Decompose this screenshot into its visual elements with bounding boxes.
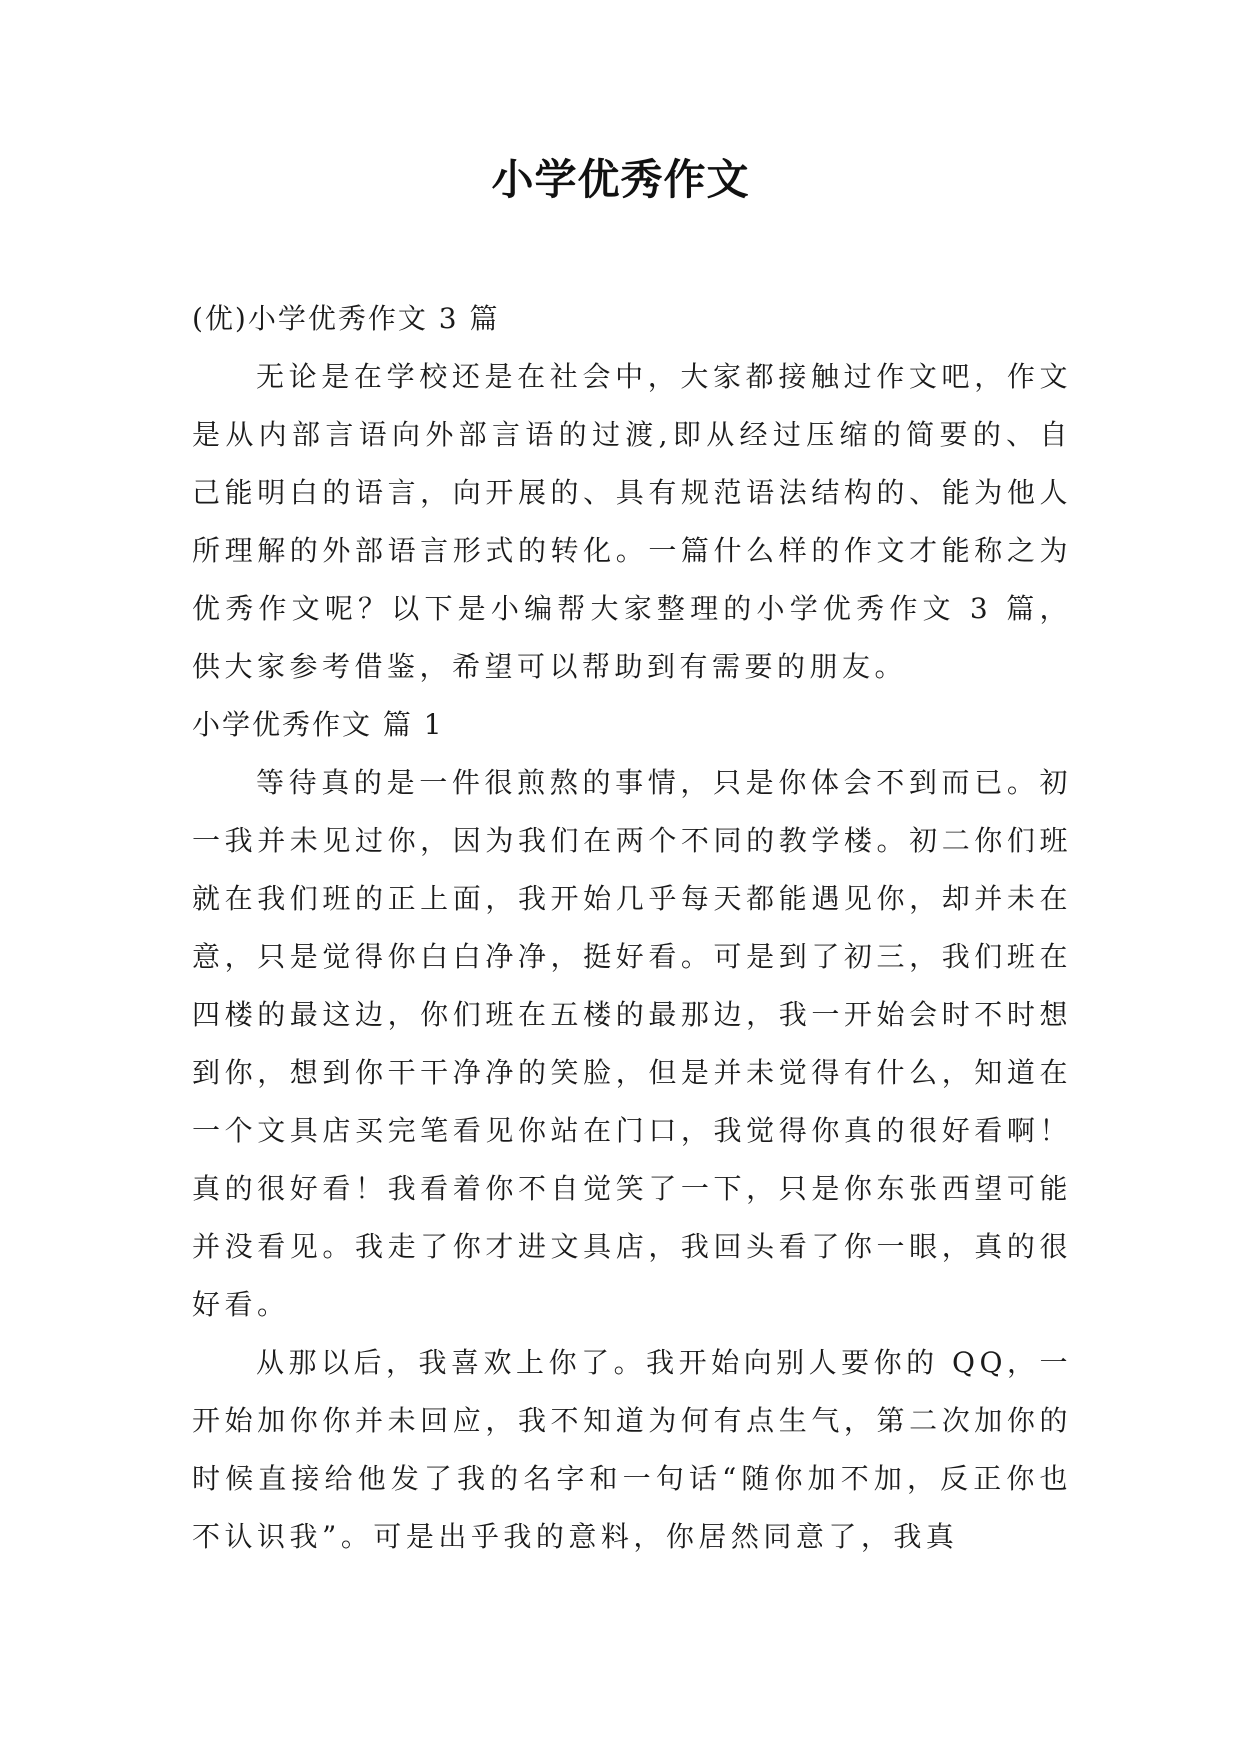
section-heading: 小学优秀作文 篇 1 bbox=[192, 708, 444, 741]
document-body bbox=[192, 290, 1072, 1566]
body-paragraph-2: 从那以后，我喜欢上你了。我开始向别人要你的 QQ，一开始加你你并未回应，我不知道为何有点生气，第二次加你的时候直接给他发了我的名字和一句话“随你加不加，反正你也不认识我”。可是出乎我的意料，你居然同意了，我真 bbox=[192, 1346, 1072, 1553]
document-subtitle: (优)小学优秀作文 3 篇 bbox=[192, 302, 500, 335]
body-paragraph-1: 等待真的是一件很煎熬的事情，只是你体会不到而已。初一我并未见过你，因为我们在两个不同的教学楼。初二你们班就在我们班的正上面，我开始几乎每天都能遇见你，却并未在意，只是觉得你白白净净，挺好看。可是到了初三，我们班在四楼的最这边，你们班在五楼的最那边，我一开始会时不时想到你，想到你干干净净的笑脸，但是并未觉得有什么，知道在一个文具店买完笔看见你站在门口，我觉得你真的很好看啊！真的很好看！我看着你不自觉笑了一下，只是你东张西望可能并没看见。我走了你才进文具店，我回头看了你一眼，真的很好看。 bbox=[192, 766, 1072, 1321]
document-title: 小学优秀作文 bbox=[491, 155, 750, 204]
intro-paragraph: 无论是在学校还是在社会中，大家都接触过作文吧，作文是从内部言语向外部言语的过渡,即从经过压缩的简要的、自己能明白的语言，向开展的、具有规范语法结构的、能为他人所理解的外部语言形式的转化。一篇什么样的作文才能称之为优秀作文呢？以下是小编帮大家整理的小学优秀作文 3 篇，供大家参考借鉴，希望可以帮助到有需要的朋友。 bbox=[192, 360, 1072, 683]
